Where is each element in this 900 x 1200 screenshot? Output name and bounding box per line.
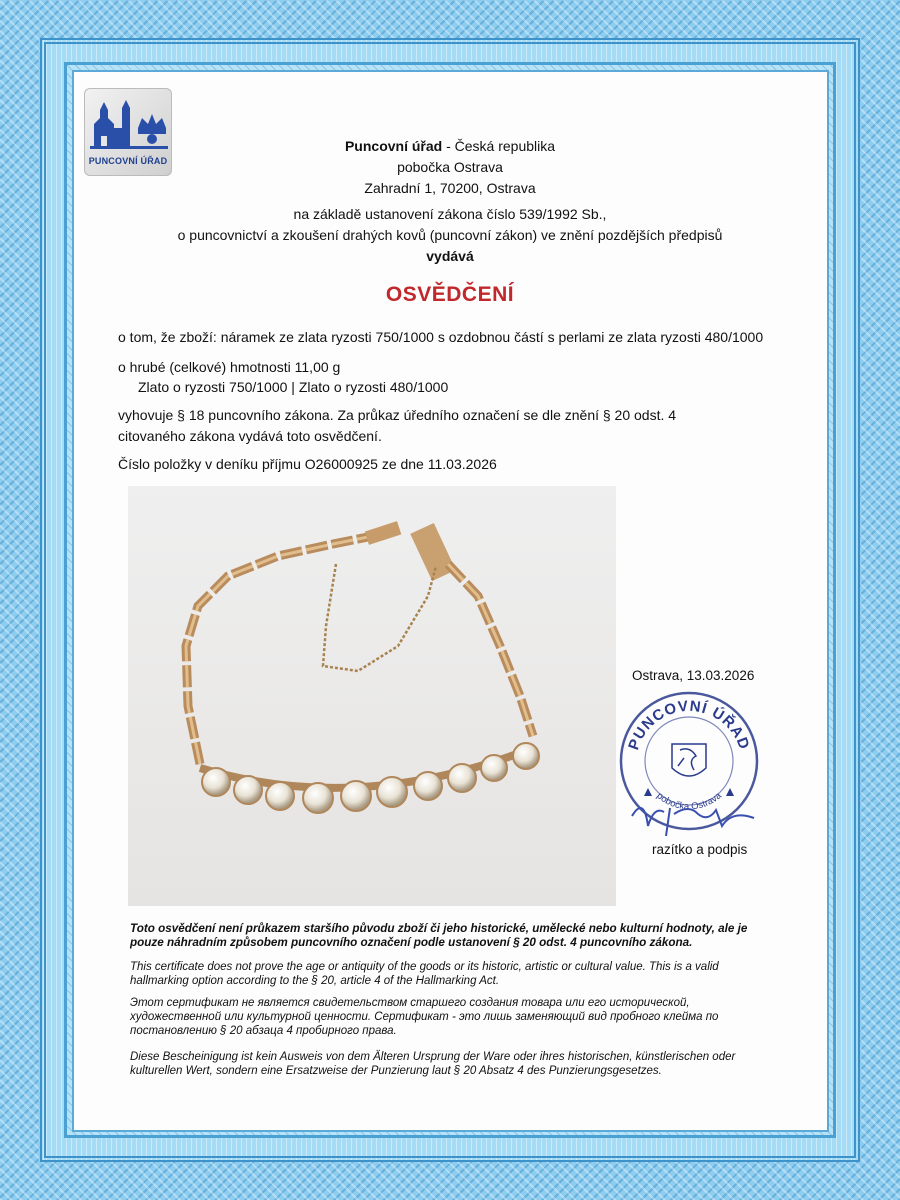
- pearls: [202, 743, 539, 813]
- issuer-country: - Česká republika: [442, 138, 556, 154]
- bracelet-image: [128, 486, 616, 906]
- address-line: Zahradní 1, 70200, Ostrava: [364, 180, 536, 196]
- disclaimer-de: Diese Bescheinigung ist kein Ausweis von dem Älteren Ursprung der Ware oder ihres historischen, künstlerischen oder kulturellen Wert, sondern eine Ersatzweise der Punzierung laut § 20 Absatz 4 des Punzierungsgesetzes.: [130, 1051, 736, 1077]
- disclaimer-cz: Toto osvědčení není průkazem staršího původu zboží či jeho historické, umělecké nebo kulturní hodnoty, ale je pouze náhradním způsobem puncovního označení podle ustanovení § 20 odst. 4 puncovního zákona.: [130, 922, 748, 949]
- issuer-line: [100, 136, 800, 157]
- disclaimer-ru: Этот сертификат не является свидетельством старшего создания товара или его исторической, художественной или культурной ценности. Сертификат - это лишь заменяющий вид пробного клейма по постановлению § 20 абзаца 4 пробирного права.: [130, 997, 719, 1037]
- weight-line: o hrubé (celkové) hmotnosti 11,00 g: [118, 359, 341, 375]
- goods-description: o tom, že zboží: náramek ze zlata ryzosti 750/1000 s ozdobnou částí s perlami ze zlata ryzosti 480/1000: [118, 329, 764, 345]
- branch-line: pobočka Ostrava: [397, 159, 503, 175]
- disclaimer-en: This certificate does not prove the age or antiquity of the goods or its historic, artistic or cultural value. This is a valid hallmarking option according to the § 20, article 4 of the Hallmarking Act.: [130, 961, 719, 987]
- compliance-line-2: citovaného zákona vydává toto osvědčení.: [118, 428, 382, 444]
- place-date: Ostrava, 13.03.2026: [632, 668, 755, 683]
- logo-text: PUNCOVNÍ ÚŘAD: [88, 156, 168, 166]
- issues-line: vydává: [426, 248, 474, 264]
- law-line-2: o puncovnictví a zkoušení drahých kovů (puncovní zákon) ve znění pozdějších předpisů: [177, 227, 723, 243]
- official-stamp: [614, 686, 764, 836]
- stamp-top-text: PUNCOVNÍ ÚŘAD: [625, 697, 753, 753]
- law-line-1: na základě ustanovení zákona číslo 539/1992 Sb.,: [293, 206, 607, 222]
- signature-label: razítko a podpis: [652, 842, 748, 857]
- bracelet-photo: [128, 486, 616, 906]
- certificate-title: OSVĚDČENÍ: [385, 283, 515, 306]
- item-number-line: Číslo položky v deníku příjmu O26000925 ze dne 11.03.2026: [118, 456, 497, 472]
- issuer-block: [100, 136, 800, 267]
- compliance-line-1: vyhovuje § 18 puncovního zákona. Za průkaz úředního označení se dle znění § 20 odst. 4: [118, 407, 677, 423]
- stamp-bottom-text: pobočka Ostrava: [654, 790, 724, 813]
- fineness-line: Zlato o ryzosti 750/1000 | Zlato o ryzosti 480/1000: [138, 379, 449, 395]
- issuer-name: Puncovní úřad: [344, 138, 443, 154]
